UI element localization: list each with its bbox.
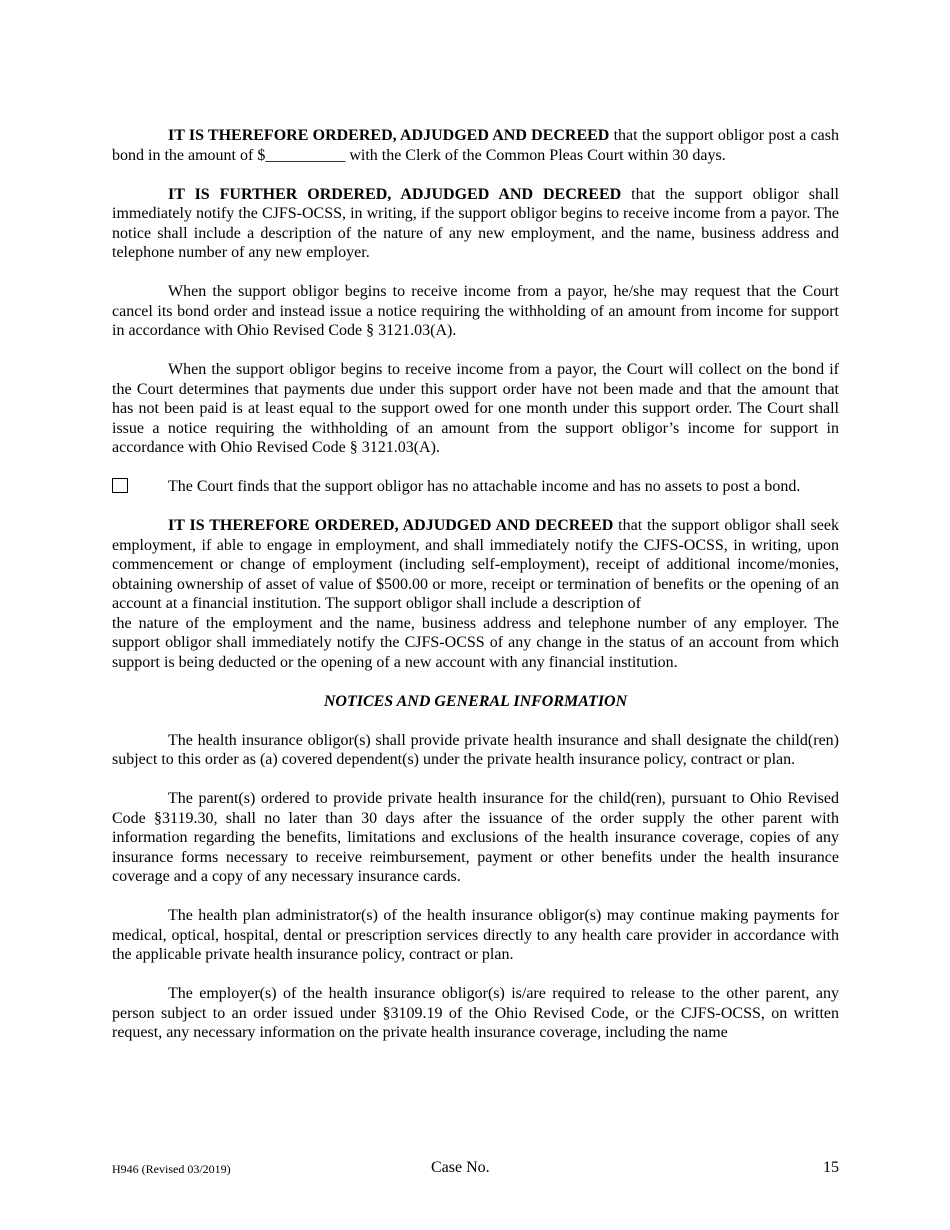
page-body — [112, 126, 839, 1043]
no-attachable-income-option — [112, 477, 839, 497]
page-number: 15 — [823, 1159, 839, 1176]
health-insurance-paragraph: The health insurance obligor(s) shall provide private health insurance and shall designate the child(ren) subject to this order as (a) covered dependent(s) under the private health insurance policy, contract or plan. — [112, 731, 839, 768]
no-attachable-income-text: The Court finds that the support obligor has no attachable income and has no assets to post a bond. — [168, 478, 801, 495]
no-attachable-income-checkbox[interactable] — [112, 478, 128, 493]
cancel-bond-paragraph: When the support obligor begins to receive income from a payor, he/she may request that the Court cancel its bond order and instead issue a notice requiring the withholding of an amount from income for support in accordance with Ohio Revised Code § 3121.03(A). — [112, 283, 839, 339]
decree-text: that the support obligor post a cash bond in the amount of $__________ with the Clerk of the Common Pleas Court within 30 days. — [112, 127, 840, 164]
bond-order-paragraph — [112, 126, 839, 165]
case-number-label: Case No. — [431, 1159, 490, 1176]
employer-release-paragraph: The employer(s) of the health insurance obligor(s) is/are required to release to the other parent, any person subject to an order issued under §3109.19 of the Ohio Revised Code, or the CJFS-OCSS, on written request, any necessary information on the private health insurance coverage, including the name — [112, 985, 839, 1041]
decree-lead: IT IS FURTHER ORDERED, ADJUDGED AND DECREED — [168, 185, 622, 203]
seek-employment-paragraph — [112, 516, 839, 614]
notify-income-paragraph — [112, 185, 839, 263]
insurance-information-paragraph: The parent(s) ordered to provide private health insurance for the child(ren), pursuant to Ohio Revised Code §3119.30, shall no later than 30 days after the issuance of the order supply the other parent with information regarding the benefits, limitations and exclusions of the health insurance coverage, copies of any insurance forms necessary to receive reimbursement, payment or other benefits under the health insurance coverage and a copy of any necessary insurance cards. — [112, 790, 839, 885]
decree-text: that the support obligor shall seek employment, if able to engage in employment, and shall immediately notify the CJFS-OCSS, in writing, upon commencement or change of employment (including self-employment), receipt of additional income/monies, obtaining ownership of asset of value of $500.00 or more, receipt or termination of benefits or the opening of an account at a financial institution. The support obligor shall include a description of — [112, 517, 840, 612]
decree-lead: IT IS THEREFORE ORDERED, ADJUDGED AND DECREED — [168, 517, 614, 534]
decree-lead: IT IS THEREFORE ORDERED, ADJUDGED AND DECREED — [168, 127, 610, 144]
plan-administrator-paragraph: The health plan administrator(s) of the health insurance obligor(s) may continue making payments for medical, optical, hospital, dental or prescription services directly to any health care provider in accordance with the applicable private health insurance policy, contract or plan. — [112, 907, 839, 963]
notices-heading: NOTICES AND GENERAL INFORMATION — [323, 692, 628, 710]
employment-continuation-paragraph: the nature of the employment and the name, business address and telephone number of any employer. The support obligor shall immediately notify the CJFS-OCSS of any change in the status of an account from which support is being deducted or the opening of a new account with any financial institution. — [112, 614, 839, 671]
decree-text: that the support obligor shall immediately notify the CJFS-OCSS, in writing, if the support obligor begins to receive income from a payor. The notice shall include a description of the nature of any new employment, and the name, business address and telephone number of any new employer. — [112, 185, 839, 261]
collect-bond-paragraph: When the support obligor begins to receive income from a payor, the Court will collect on the bond if the Court determines that payments due under this support order have not been made and that the amount that has not been paid is at least equal to the support owed for one month under this support order. The Court shall issue a notice requiring the withholding of an amount from the support obligor’s income for support in accordance with Ohio Revised Code § 3121.03(A). — [112, 361, 839, 456]
page-footer — [112, 1158, 839, 1178]
form-id: H946 (Revised 03/2019) — [112, 1162, 231, 1176]
